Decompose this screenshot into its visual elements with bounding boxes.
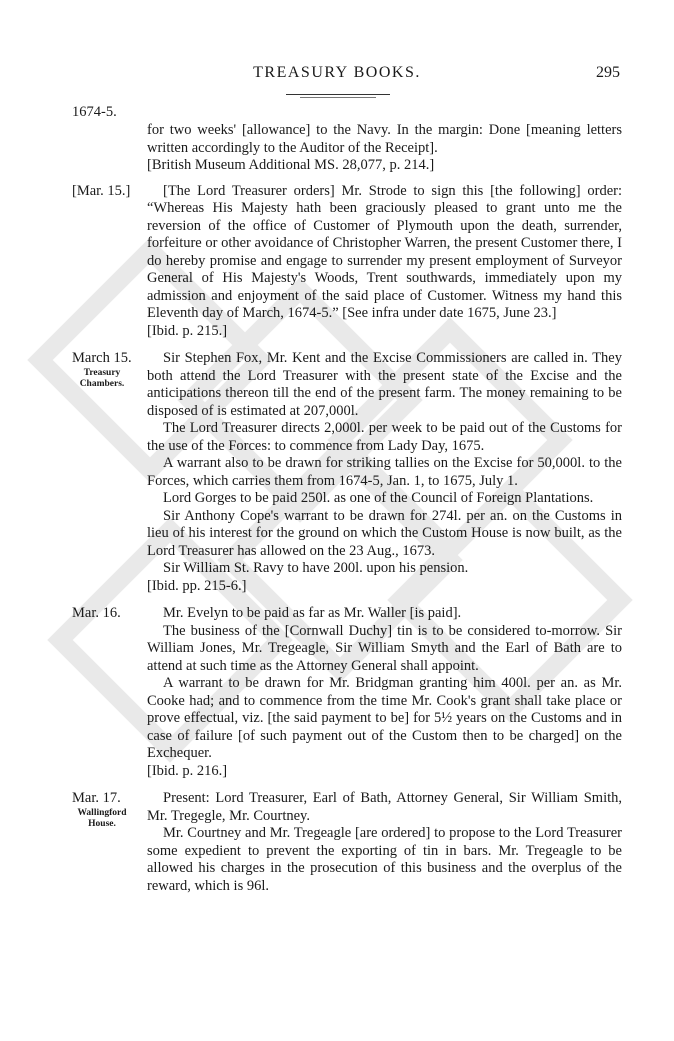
paragraph: The business of the [Cornwall Duchy] tin is to be considered to-morrow. Sir William Jones, Mr. Tregeagle, Sir William Smyth and the Earl of Bath are to attend at such time as the Attorney General shall appoint. [147, 622, 622, 674]
entry-date: 1674-5. [72, 104, 117, 120]
entry-date: March 15. [72, 350, 132, 366]
entry-text [147, 605, 622, 780]
entry-date-column [72, 104, 146, 122]
paragraph: Sir William St. Ravy to have 200l. upon his pension. [163, 560, 469, 576]
entry-date: [Mar. 15.] [72, 182, 131, 199]
paragraph: [The Lord Treasurer orders] Mr. Strode to sign this [the following] order: “Whereas His Majesty hath been graciously pleased to grant unto me the reversion of the office of Customer of Plymouth upon the death, surrender, forfeiture or other avoidance of Christopher Warren, the present Customer there, I do hereby promise and engage to surrender my present employment of Surveyor General of His Majesty's Woods, Trent southwards, immediately upon my admission and enjoyment of the said place of Customer. Witness my hand this Eleventh day of March, 1674-5.” [See infra under date 1675, June 23.] [147, 182, 622, 321]
entry-date-column [72, 183, 146, 201]
running-head: TREASURY BOOKS. [253, 64, 421, 81]
source-citation: [Ibid. pp. 215-6.] [147, 577, 247, 594]
paragraph: A warrant also to be drawn for striking tallies on the Excise for 50,000l. to the Forces, which carries them from 1674-5, Jan. 1, to 1675, July 1. [147, 455, 622, 489]
header-rule [286, 94, 390, 95]
paragraph: Mr. Evelyn to be paid as far as Mr. Waller [is paid]. [163, 605, 462, 621]
entry-text [147, 183, 622, 341]
entry-text [147, 790, 622, 895]
entry [72, 183, 622, 341]
entry-date-column [72, 790, 146, 830]
paragraph: Sir Anthony Cope's warrant to be drawn for 274l. per an. on the Customs in lieu of his interest for the ground on which the Custom House is now built, as the Lord Treasurer has allowed on the 23 Aug., 1673. [147, 507, 622, 559]
entry [72, 605, 622, 780]
entry [72, 350, 622, 595]
entry-place: Treasury Chambers. [79, 367, 125, 389]
header-rule-secondary [300, 97, 376, 98]
entry-date: Mar. 16. [72, 605, 121, 621]
entry-date: Mar. 17. [72, 790, 121, 806]
entry-place: Wallingford House. [77, 807, 127, 829]
source-citation: [Ibid. p. 215.] [147, 322, 228, 339]
source-citation: [Ibid. p. 216.] [147, 762, 228, 779]
entry-date-column [72, 605, 146, 623]
paragraph: A warrant to be drawn for Mr. Bridgman granting him 400l. per an. as Mr. Cooke had; and to commence from the time Mr. Cook's grant shall take place or prove effectual, viz. [the said payment to be] for 5½ years on the Customs and in case of failure [of such payment out of the Custom then to be charged] on the Exchequer. [147, 675, 622, 761]
entry [72, 790, 622, 895]
paragraph: The Lord Treasurer directs 2,000l. per week to be paid out of the Customs for the use of the Forces: to commence from Lady Day, 1675. [147, 420, 622, 454]
page-number: 295 [596, 64, 620, 81]
paragraph: Lord Gorges to be paid 250l. as one of the Council of Foreign Plantations. [163, 490, 594, 506]
entry-date-column [72, 350, 146, 390]
entry [72, 104, 622, 175]
entry-text [147, 350, 622, 595]
paragraph: Sir Stephen Fox, Mr. Kent and the Excise Commissioners are called in. They both attend the Lord Treasurer with the present state of the Excise and the anticipations thereon till the end of the present farm. The money remaining to be disposed of is estimated at 207,000l. [147, 350, 622, 419]
paragraph: for two weeks' [allowance] to the Navy. In the margin: Done [meaning letters written accordingly to the Auditor of the Receipt]. [147, 122, 622, 156]
document-body [72, 104, 622, 905]
entry-text [147, 104, 622, 175]
source-citation: [British Museum Additional MS. 28,077, p. 214.] [147, 157, 435, 173]
paragraph: Present: Lord Treasurer, Earl of Bath, Attorney General, Sir William Smith, Mr. Tregegle, Mr. Courtney. [147, 790, 622, 824]
paragraph: Mr. Courtney and Mr. Tregeagle [are ordered] to propose to the Lord Treasurer some expedient to prevent the exporting of tin in bars. Mr. Tregeagle to be allowed his charges in the prosecution of this business and the overplus of the reward, which is 96l. [147, 825, 622, 894]
